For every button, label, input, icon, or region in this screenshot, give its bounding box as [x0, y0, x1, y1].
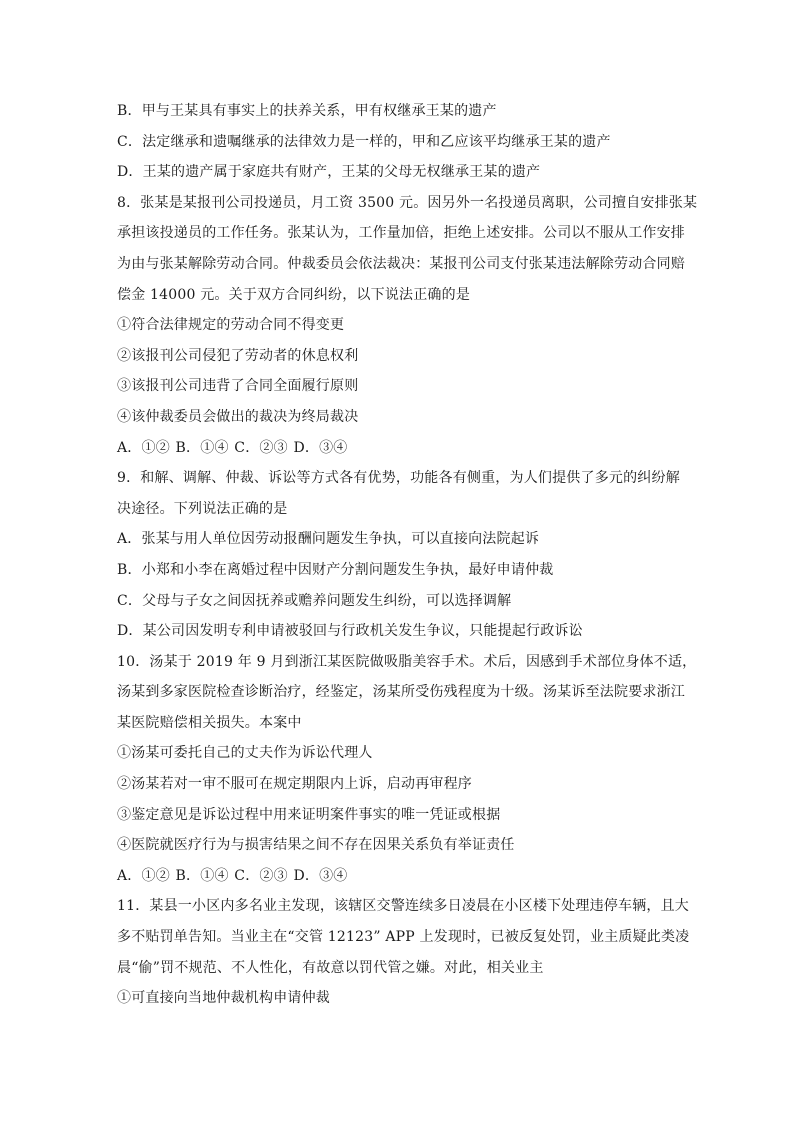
question-line: 为由与张某解除劳动合同。仲裁委员会依法裁决：某报刊公司支付张某违法解除劳动合同赔 — [117, 255, 685, 272]
question-line: 偿金 14000 元。关于双方合同纠纷，以下说法正确的是 — [117, 286, 471, 303]
question-line: 8．张某是某报刊公司投递员，月工资 3500 元。因另外一名投递员离职，公司擅自安排张某 — [117, 194, 698, 211]
option-line: B．小郑和小李在离婚过程中因财产分割问题发生争执，最好申请仲裁 — [117, 561, 554, 578]
statement-line: ④该仲裁委员会做出的裁决为终局裁决 — [117, 408, 359, 425]
question-line: 某医院赔偿相关损失。本案中 — [117, 714, 302, 731]
statement-line: ②汤某若对一审不服可在规定期限内上诉，启动再审程序 — [117, 776, 472, 793]
question-line: 晨“偷”罚不规范、不人性化，有故意以罚代管之嫌。对此，相关业主 — [117, 959, 544, 976]
statement-line: ②该报刊公司侵犯了劳动者的休息权利 — [117, 347, 359, 364]
option-line: B．甲与王某具有事实上的扶养关系，甲有权继承王某的遗产 — [117, 103, 497, 119]
option-line: C．法定继承和遗嘱继承的法律效力是一样的，甲和乙应该平均继承王某的遗产 — [117, 133, 611, 150]
question-line: 决途径。下列说法正确的是 — [117, 500, 288, 517]
question-line: 汤某到多家医院检查诊断治疗，经鉴定，汤某所受伤残程度为十级。汤某诉至法院要求浙江 — [117, 684, 685, 701]
statement-line: ①符合法律规定的劳动合同不得变更 — [117, 317, 345, 334]
question-line: 9．和解、调解、仲裁、诉讼等方式各有优势，功能各有侧重，为人们提供了多元的纠纷解 — [117, 470, 680, 487]
question-line: 多不贴罚单告知。当业主在“交管 12123” APP 上发现时，已被反复处罚，业主质疑此类凌 — [117, 929, 690, 946]
answer-choices: A．①② B．①④ C．②③ D．③④ — [117, 867, 348, 884]
document-body — [117, 96, 698, 1014]
question-line: 承担该投递员的工作任务。张某认为，工作量加倍，拒绝上述安排。公司以不服从工作安排 — [117, 225, 685, 242]
statement-line: ③该报刊公司违背了合同全面履行原则 — [117, 378, 359, 395]
question-line: 10．汤某于 2019 年 9 月到浙江某医院做吸脂美容手术。术后，因感到手术部位身体不适， — [117, 653, 697, 670]
option-line: C．父母与子女之间因抚养或赡养问题发生纠纷，可以选择调解 — [117, 592, 512, 609]
statement-line: ③鉴定意见是诉讼过程中用来证明案件事实的唯一凭证或根据 — [117, 806, 501, 823]
option-line: A．张某与用人单位因劳动报酬问题发生争执，可以直接向法院起诉 — [117, 531, 540, 548]
option-line: D．王某的遗产属于家庭共有财产，王某的父母无权继承王某的遗产 — [117, 164, 541, 181]
answer-choices: A．①② B．①④ C．②③ D．③④ — [117, 439, 348, 456]
statement-line: ④医院就医疗行为与损害结果之间不存在因果关系负有举证责任 — [117, 837, 515, 854]
question-line: 11．某县一小区内多名业主发现，该辖区交警连续多日凌晨在小区楼下处理违停车辆，且大 — [117, 898, 690, 915]
statement-line: ①汤某可委托自己的丈夫作为诉讼代理人 — [117, 745, 373, 762]
statement-line: ①可直接向当地仲裁机构申请仲裁 — [117, 990, 330, 1007]
option-line: D．某公司因发明专利申请被驳回与行政机关发生争议，只能提起行政诉讼 — [117, 623, 583, 640]
